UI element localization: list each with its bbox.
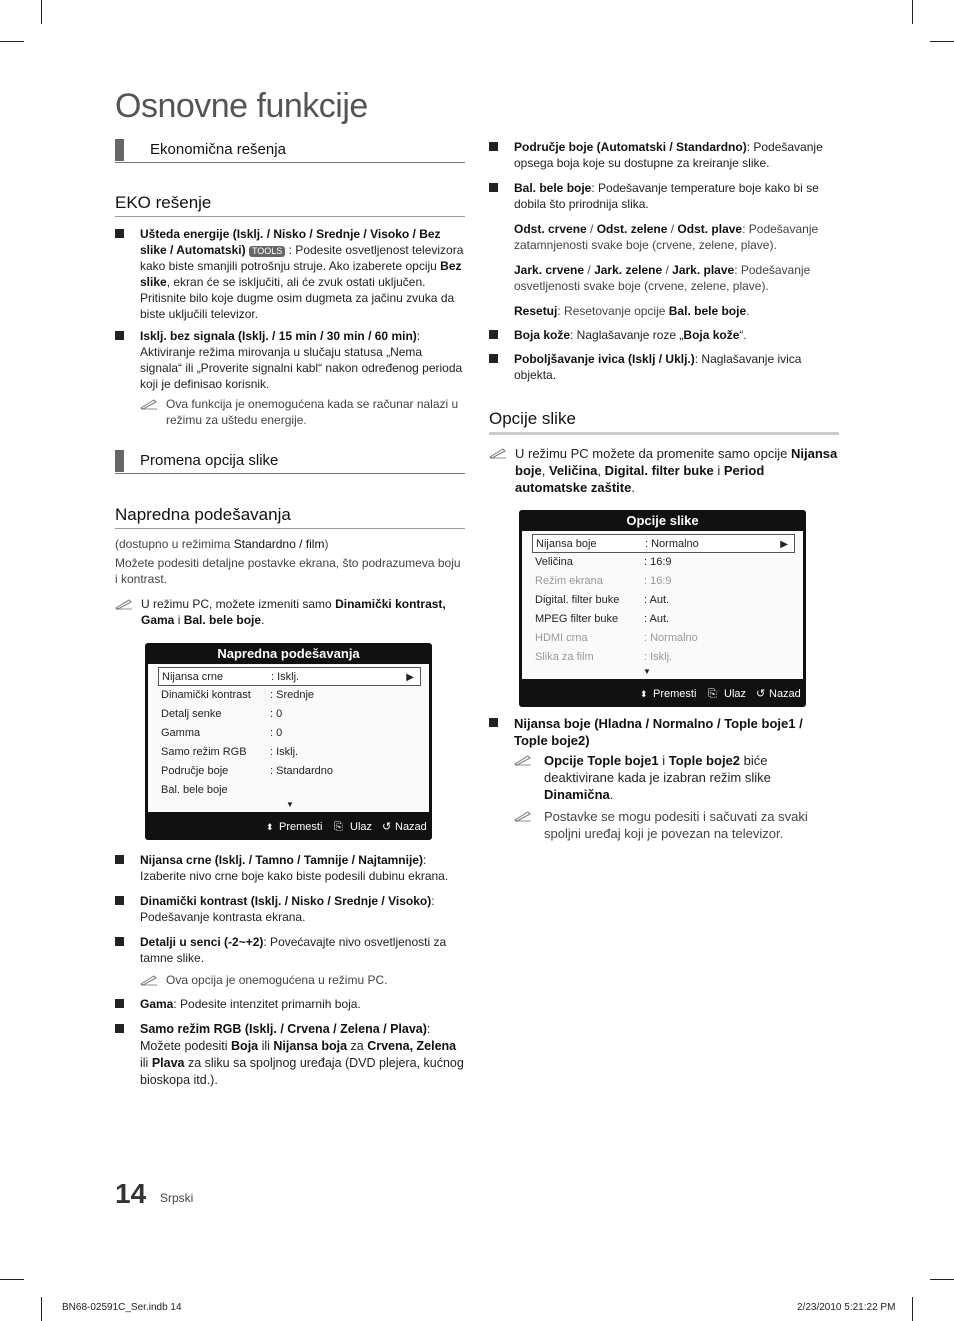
osd-row[interactable] (532, 610, 795, 629)
bold-text: Bez slike (140, 259, 462, 289)
body-text: za (347, 1039, 368, 1053)
note-postavke (514, 808, 839, 844)
mode-text: Standardno / film (233, 537, 325, 551)
row-label: Područje boje (161, 765, 229, 777)
row-label: HDMI crna (535, 632, 588, 644)
row-label: Gamma (161, 727, 201, 739)
updown-arrow-icon: ⬍ (266, 822, 274, 832)
crop-mark (930, 41, 954, 42)
bullet-detalji-u-senci (115, 934, 465, 968)
bold-text: Odst. zelene (596, 222, 668, 236)
section-header-promena (115, 450, 465, 474)
updown-arrow-icon: ⬍ (640, 689, 648, 699)
body-text: biće deaktivirane kada je izabran režim slike (544, 753, 771, 785)
body-text: : Podešavanje osvetljenosti svake boje (crvene, zelene, plave). (514, 263, 811, 293)
bullet-square (115, 999, 124, 1008)
play-arrow-icon: ▶ (406, 672, 414, 683)
scroll-down-icon[interactable]: ▼ (643, 667, 651, 676)
bullet-nijansa-crne (115, 852, 465, 886)
bullet-nijansa-boje (489, 715, 839, 749)
bold-text: Period automatske zaštite (515, 463, 765, 495)
note-pencil-icon (514, 754, 532, 766)
bold-text: Gama (140, 997, 174, 1011)
body-text: : Povećavajte nivo osvetljenosti za tamne slike. (140, 935, 447, 965)
body-text: ili (140, 1056, 152, 1070)
bullet-square (115, 937, 124, 946)
bold-text: Gama (141, 613, 175, 627)
bold-text: Boja (231, 1039, 259, 1053)
bullet-samo-rezim-rgb (115, 1021, 465, 1089)
tools-badge: TOOLS (249, 246, 285, 257)
body-text: / (662, 263, 673, 277)
bold-text: Poboljšavanje ivica (Isklj / Uklj.) (514, 352, 695, 366)
body-text: za sliku sa spoljnog uređaja (DVD plejera, kućnog bioskopa itd.). (140, 1056, 464, 1087)
row-value: : 16:9 (644, 575, 672, 587)
osd-row[interactable] (158, 724, 421, 743)
bullet-bal-bele-boje (489, 180, 839, 214)
bullet-dinamicki-kontrast (115, 893, 465, 927)
row-value: : Standardno (270, 765, 333, 777)
osd-opcije-slike (519, 510, 806, 707)
section-bar (115, 450, 124, 472)
crop-mark (0, 1279, 24, 1280)
note-nap (115, 596, 465, 630)
bold-text: Jark. plave (672, 263, 735, 277)
crop-mark (41, 1297, 42, 1321)
back-label: Nazad (395, 821, 427, 833)
row-label: Nijansa crne (162, 671, 224, 683)
row-label: Detalj senke (161, 708, 222, 720)
note-pencil-icon (115, 598, 133, 610)
back-label: Nazad (769, 688, 801, 700)
osd-row-nijansa-crne[interactable] (158, 667, 421, 686)
bal-odstupanje (514, 221, 839, 253)
bold-text: Isklj. bez signala (Isklj. / 15 min / 30 min / 60 min) (140, 329, 417, 343)
body-text: i (713, 463, 724, 478)
page-title: Osnovne funkcije (115, 87, 368, 125)
bold-text: Bal. bele boje (514, 181, 592, 195)
body-text: ili (258, 1039, 274, 1053)
body-text: : Naglašavanje ivica objekta. (514, 352, 802, 382)
heading-eko-resenje: EKO rešenje (115, 193, 465, 217)
bold-text: Boja kože (514, 328, 571, 342)
note-eko (140, 396, 465, 430)
osd-row[interactable] (158, 781, 421, 800)
bullet-square (489, 718, 498, 727)
bullet-square (489, 183, 498, 192)
note-pencil-icon (489, 447, 507, 459)
row-value: : Aut. (644, 613, 670, 625)
body-text: i (658, 753, 669, 768)
bullet-podrucje-boje (489, 139, 839, 173)
bold-text: Digital. filter buke (604, 463, 714, 478)
note-text: Ova funkcija je onemogućena kada se računar nalazi u režimu za uštedu energije. (166, 397, 459, 427)
osd-row[interactable] (158, 686, 421, 705)
bullet-isklj-bez-signala (115, 328, 465, 392)
return-icon: ↺ (382, 821, 392, 833)
note-text: Ova opcija je onemogućena u režimu PC. (166, 973, 388, 987)
osd-row[interactable] (158, 705, 421, 724)
bold-text: Detalji u senci (-2~+2) (140, 935, 264, 949)
osd-panel (148, 664, 429, 812)
osd-footer (519, 684, 806, 704)
row-value: : Normalno (644, 632, 698, 644)
enter-label: Ulaz (350, 821, 373, 833)
row-label: Dinamički kontrast (161, 689, 251, 701)
row-value: : Isklj. (270, 746, 299, 758)
return-icon: ↺ (756, 688, 766, 700)
bullet-poboljsavanje-ivica (489, 351, 839, 385)
section-header-ekonomicna (115, 139, 465, 163)
bullet-square (489, 142, 498, 151)
body-text: : Naglašavanje roze „ (570, 328, 684, 342)
bold-text: Bal. bele boje (668, 304, 747, 318)
row-value: : 16:9 (644, 556, 672, 568)
crop-mark (0, 41, 24, 42)
body-text: . (261, 613, 265, 627)
bold-text: Nijansa boje (Hladna / Normalno / Tople boje1 / Tople boje2) (514, 716, 803, 748)
body-text: : Podešavanje temperature boje kako bi se dobila što prirodnija slika. (514, 181, 819, 211)
bullet-square (489, 330, 498, 339)
osd-title: Opcije slike (626, 513, 699, 528)
row-label: Samo režim RGB (161, 746, 247, 758)
osd-napredna-podesavanja (145, 643, 432, 840)
row-label: Veličina (535, 556, 573, 568)
bold-text: Crvena, Zelena (367, 1039, 457, 1053)
bold-text: Opcije Tople boje1 (544, 753, 659, 768)
enter-icon: ⎘ (708, 688, 717, 700)
note-pencil-icon (140, 398, 158, 410)
move-label: Premesti (279, 821, 323, 833)
row-value: : Isklj. (271, 671, 300, 683)
body-text: : Izaberite nivo crne boje kako biste podesili dubinu ekrana. (140, 853, 449, 883)
body-text: / (586, 222, 597, 236)
heading-napredna: Napredna podešavanja (115, 505, 465, 529)
body-text: : Podešavanje kontrasta ekrana. (140, 894, 435, 924)
body-text: i (174, 613, 184, 627)
bold-text: Bal. bele boje (183, 613, 262, 627)
nap-availability (115, 536, 465, 552)
note-text: Postavke se mogu podesiti i sačuvati za svaki spoljni uređaj koji je povezan na televizor. (544, 809, 808, 841)
osd-title: Napredna podešavanja (217, 646, 360, 661)
body-text: : Podesite intenzitet primarnih boja. (173, 997, 361, 1011)
bold-text: Odst. plave (677, 222, 743, 236)
body-text: . (746, 304, 750, 318)
bullet-square (115, 331, 124, 340)
body-text: / (667, 222, 678, 236)
section-title: Promena opcija slike (140, 452, 279, 469)
body-text: “. (739, 328, 747, 342)
row-label: Režim ekrana (535, 575, 603, 587)
osd-footer (145, 817, 432, 837)
bold-text: Boja kože (683, 328, 740, 342)
bold-text: Dinamički kontrast, (335, 597, 446, 611)
row-value: : 0 (270, 727, 283, 739)
osd-row-nijansa-boje[interactable] (532, 534, 795, 553)
page-number: 14 (115, 1178, 147, 1209)
row-value: : Normalno (645, 538, 699, 550)
bullet-square (115, 229, 124, 238)
bold-text: Nijansa crne (Isklj. / Tamno / Tamnije / Najtamnije) (140, 853, 423, 867)
body-text: (dostupno u režimima (115, 537, 234, 551)
row-label: Digital. filter buke (535, 594, 620, 606)
body-text: , (597, 463, 605, 478)
body-text: , (541, 463, 549, 478)
section-title: Ekonomična rešenja (150, 141, 286, 158)
row-value: : Srednje (270, 689, 315, 701)
bold-text: Jark. crvene (514, 263, 585, 277)
move-label: Premesti (653, 688, 697, 700)
language-label: Srpski (160, 1191, 194, 1205)
bold-text: Samo režim RGB (Isklj. / Crvena / Zelena / Plava) (140, 1022, 427, 1036)
body-text: . (609, 787, 614, 802)
note-detalji (140, 972, 465, 990)
body-text: : Možete podesiti (140, 1022, 431, 1053)
bold-text: Tople boje2 (668, 753, 741, 768)
bullet-square (115, 855, 124, 864)
section-bar (115, 139, 124, 161)
bold-text: Dinamična (544, 787, 610, 802)
bold-text: Veličina (548, 463, 598, 478)
scroll-down-icon[interactable]: ▼ (286, 800, 294, 809)
footer-timestamp: 2/23/2010 5:21:22 PM (797, 1302, 896, 1313)
row-label: MPEG filter buke (535, 613, 619, 625)
body-text: : Podešavanje zatamnjenosti svake boje (crvene, zelene, plave). (514, 222, 819, 252)
bullet-square (489, 354, 498, 363)
body-text: U režimu PC, možete izmeniti samo (141, 597, 336, 611)
body-text: : Podešavanje opsega boja koje su dostupne za kreiranje slike. (514, 140, 823, 170)
bold-text: Ušteda energije (Isklj. / Nisko / Srednje / Visoko / Bez slike / Automatski) (140, 227, 441, 257)
osd-panel (522, 531, 803, 679)
crop-mark (930, 1279, 954, 1280)
bullet-square (115, 896, 124, 905)
row-label: Slika za film (535, 651, 594, 663)
body-text: : Aktiviranje režima mirovanja u slučaju statusa „Nema signala“ ili „Proverite signalni kabl“ nakon određenog perioda koji je definisao korisnik. (140, 329, 463, 391)
bold-text: Jark. zelene (594, 263, 663, 277)
body-text: : Resetovanje opcije (557, 304, 669, 318)
crop-mark (912, 1297, 913, 1321)
body-text: , ekran će se isključiti, ali će zvuk ostati uključen. Pritisnite bilo koje dugme osim dugmeta za jačinu zvuka da biste uključili televizor. (140, 275, 455, 321)
osd-row[interactable] (532, 553, 795, 572)
nap-description: Možete podesiti detaljne postavke ekrana, što podrazumeva boju i kontrast. (115, 556, 461, 586)
osd-row (532, 572, 795, 591)
row-value: : Aut. (644, 594, 670, 606)
osd-row (532, 629, 795, 648)
bold-text: Plava (151, 1056, 185, 1070)
bold-text: Nijansa boja (273, 1039, 348, 1053)
row-value: : Isklj. (644, 651, 673, 663)
osd-row[interactable] (158, 762, 421, 781)
body-text: U režimu PC možete da promenite samo opcije (515, 446, 792, 461)
osd-row[interactable] (532, 591, 795, 610)
bold-text: Resetuj (514, 304, 558, 318)
enter-icon: ⎘ (334, 821, 343, 833)
bold-text: Nijansa boje (515, 446, 838, 478)
enter-label: Ulaz (724, 688, 747, 700)
note-pencil-icon (514, 810, 532, 822)
body-text: : Podesite osvetljenost televizora kako biste smanjili potrošnju struje. Ako izaberete opciju (140, 243, 464, 273)
body-text: ) (324, 537, 329, 551)
crop-mark (912, 0, 913, 24)
row-label: Nijansa boje (536, 538, 597, 550)
heading-opcije-slike: Opcije slike (489, 409, 839, 435)
play-arrow-icon: ▶ (780, 539, 788, 550)
bal-jacina (514, 262, 839, 294)
osd-row (532, 648, 795, 667)
bold-text: Odst. crvene (514, 222, 587, 236)
body-text: . (631, 480, 635, 495)
bullet-gama (115, 996, 465, 1014)
bullet-usteda-energije (115, 226, 465, 322)
row-value: : 0 (270, 708, 283, 720)
row-label: Bal. bele boje (161, 784, 228, 796)
note-opcije (489, 445, 839, 497)
note-pencil-icon (140, 974, 158, 986)
bold-text: Dinamički kontrast (Isklj. / Nisko / Srednje / Visoko) (140, 894, 432, 908)
bold-text: Područje boje (Automatski / Standardno) (514, 140, 747, 154)
crop-mark (41, 0, 42, 24)
note-tople-boje (514, 752, 839, 804)
body-text: / (584, 263, 595, 277)
footer-file: BN68-02591C_Ser.indb 14 (62, 1302, 182, 1313)
bullet-boja-koze (489, 327, 839, 345)
bullet-square (115, 1024, 124, 1033)
bal-resetuj (514, 303, 839, 319)
osd-row[interactable] (158, 743, 421, 762)
